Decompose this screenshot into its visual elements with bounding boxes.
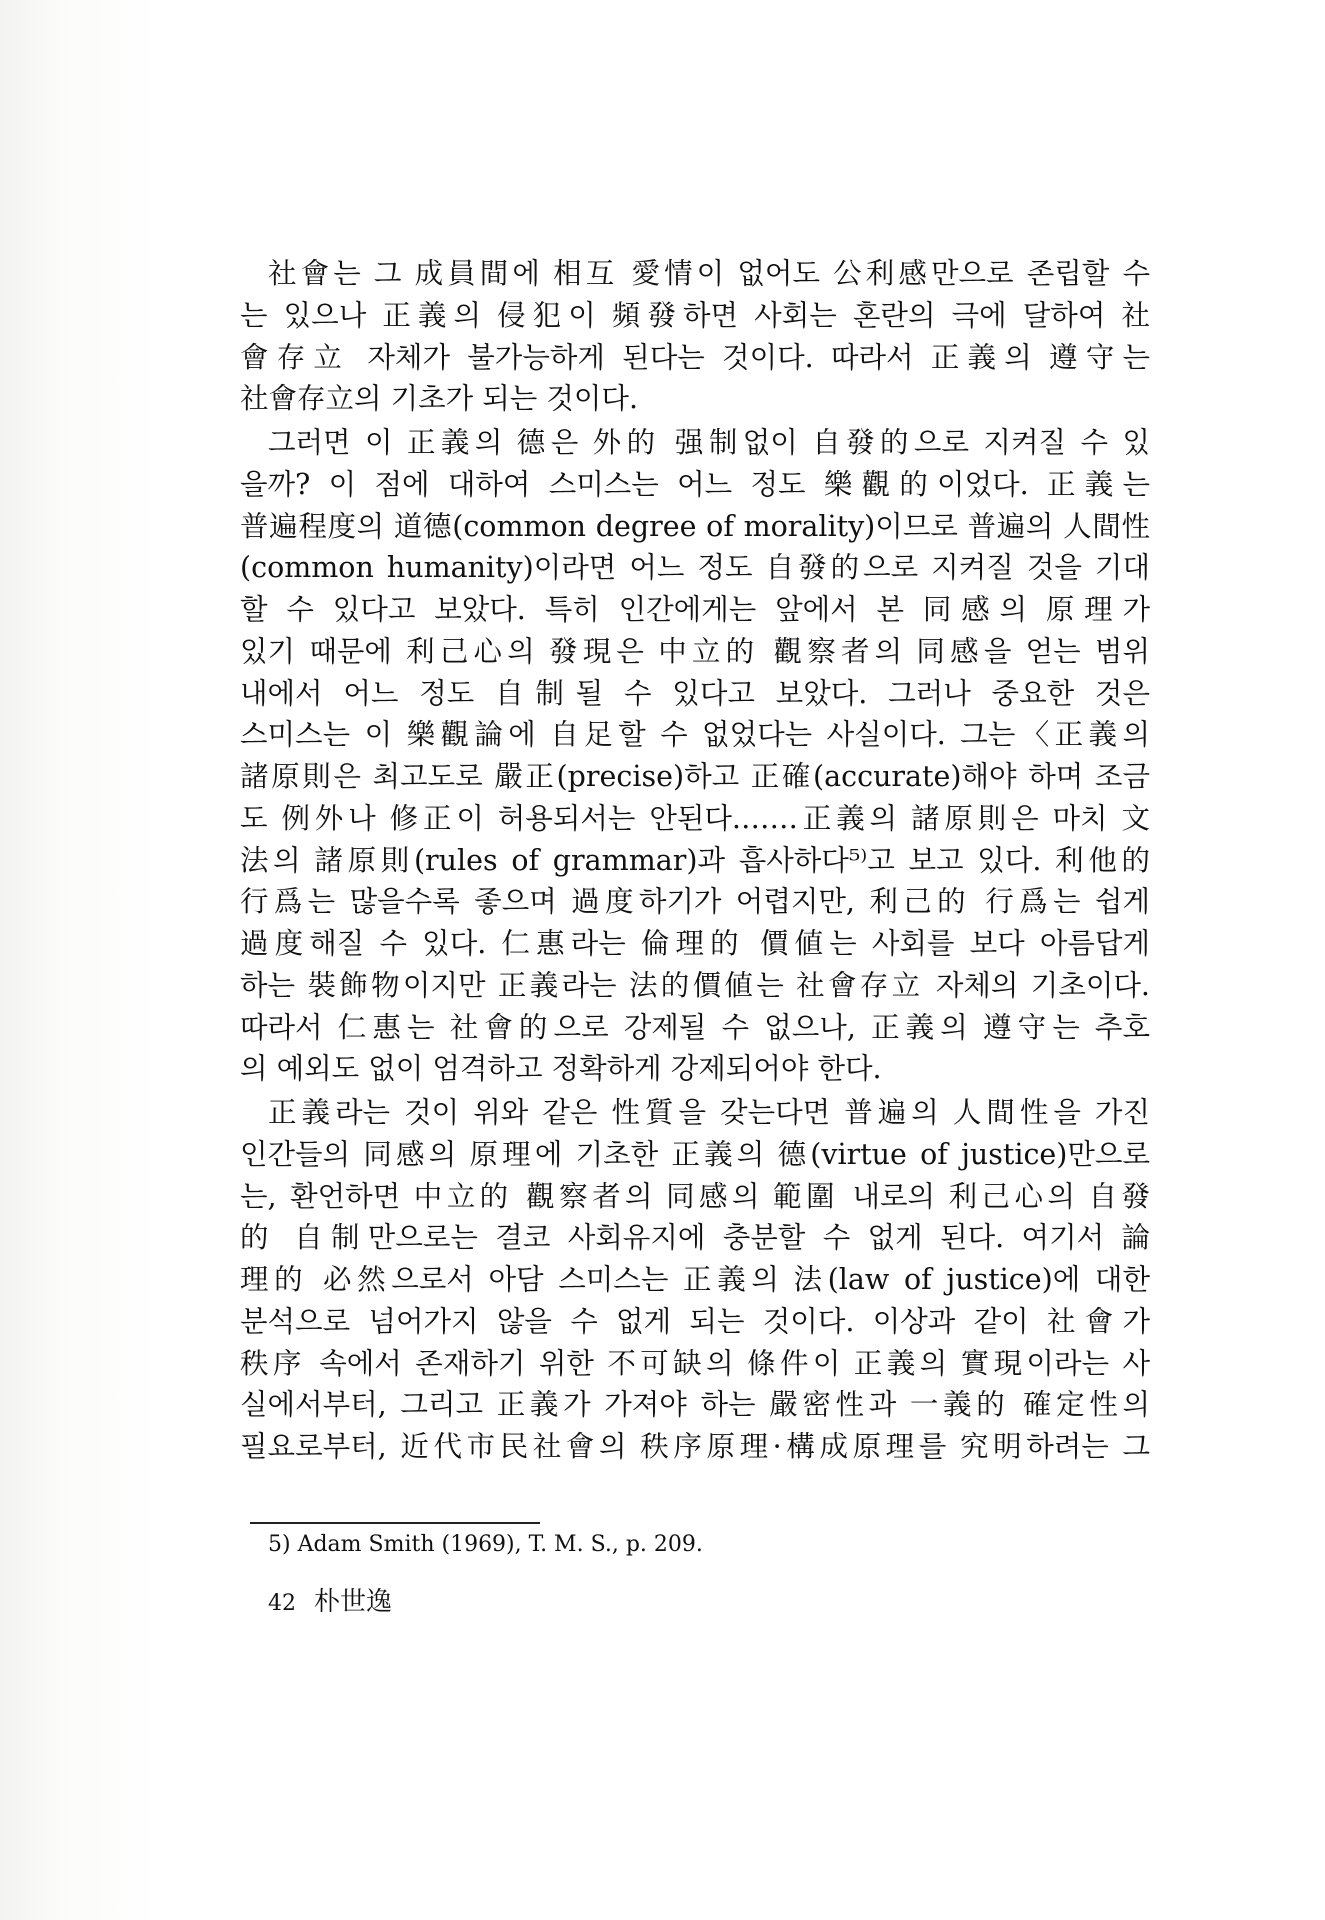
- paragraph-2: [240, 422, 1150, 1090]
- text-line: 있기 때문에 利己心의 發現은 中立的 觀察者의 同感을 얻는 범위: [240, 634, 1150, 668]
- footnote: 5) Adam Smith (1969), T. M. S., p. 209.: [268, 1532, 703, 1557]
- text-line: 필요로부터, 近代市民社會의 秩序原理·構成原理를 究明하려는 그: [240, 1430, 1150, 1463]
- text-line: 會存立 자체가 불가능하게 된다는 것이다. 따라서 正義의 遵守는: [240, 340, 1150, 374]
- page-number: 42: [268, 1591, 296, 1616]
- text-line: 실에서부터, 그리고 正義가 가져야 하는 嚴密性과 一義的 確定性의: [240, 1388, 1150, 1422]
- text-line: 을까? 이 점에 대하여 스미스는 어느 정도 樂觀的이었다. 正義는: [240, 467, 1150, 501]
- text-line: 분석으로 넘어가지 않을 수 없게 되는 것이다. 이상과 같이 社會가: [240, 1304, 1150, 1338]
- text-line: 的 自制만으로는 결코 사회유지에 충분할 수 없게 된다. 여기서 論: [240, 1221, 1150, 1255]
- text-line: 의 예외도 없이 엄격하고 정확하게 강제되어야 한다.: [240, 1052, 882, 1086]
- text-line: 하는 裝飾物이지만 正義라는 法的價値는 社會存立 자체의 기초이다.: [240, 968, 1150, 1002]
- text-line: 할 수 있다고 보았다. 특히 인간에게는 앞에서 본 同感의 原理가: [240, 593, 1150, 626]
- page-footer: [268, 1585, 392, 1621]
- text-line: 社會存立의 기초가 되는 것이다.: [240, 382, 639, 416]
- text-line: 그러면 이 正義의 德은 外的 强制없이 自發的으로 지켜질 수 있: [268, 426, 1150, 459]
- text-line: 스미스는 이 樂觀論에 自足할 수 없었다는 사실이다. 그는〈正義의: [240, 718, 1150, 752]
- footnote-divider: [250, 1522, 540, 1524]
- text-line: 秩序 속에서 존재하기 위한 不可缺의 條件이 正義의 實現이라는 사: [240, 1346, 1150, 1380]
- text-line: 行爲는 많을수록 좋으며 過度하기가 어렵지만, 利己的 行爲는 쉽게: [240, 885, 1150, 919]
- text-line: 인간들의 同感의 原理에 기초한 正義의 德(virtue of justice)만으로: [240, 1137, 1150, 1171]
- text-line: 理的 必然으로서 아담 스미스는 正義의 法(law of justice)에 대한: [240, 1263, 1150, 1296]
- text-line: 도 例外나 修正이 허용되서는 안된다.……正義의 諸原則은 마치 文: [240, 801, 1150, 835]
- paragraph-3: [240, 1092, 1150, 1468]
- text-line: 내에서 어느 정도 自制될 수 있다고 보았다. 그러나 중요한 것은: [240, 676, 1150, 710]
- text-line: 法의 諸原則(rules of grammar)과 흡사하다⁵⁾고 보고 있다. 利他的: [240, 843, 1150, 877]
- text-line: 普遍程度의 道德(common degree of morality)이므로 普遍의 人間性: [240, 509, 1150, 543]
- text-line: 는, 환언하면 中立的 觀察者의 同感의 範圍 내로의 利己心의 自發: [240, 1179, 1150, 1213]
- author-name: 朴世逸: [314, 1587, 393, 1617]
- text-line: 따라서 仁惠는 社會的으로 강제될 수 없으나, 正義의 遵守는 추호: [240, 1010, 1150, 1044]
- text-line: 社會는 그 成員間에 相互 愛情이 없어도 公利感만으로 존립할 수: [268, 257, 1150, 290]
- paragraph-1: [240, 253, 1150, 420]
- text-line: 諸原則은 최고도로 嚴正(precise)하고 正確(accurate)해야 하며 조금: [240, 760, 1150, 793]
- text-line: 過度해질 수 있다. 仁惠라는 倫理的 價値는 사회를 보다 아름답게: [240, 927, 1150, 960]
- body-text: [240, 253, 1150, 1468]
- text-line: 正義라는 것이 위와 같은 性質을 갖는다면 普遍의 人間性을 가진: [268, 1096, 1150, 1129]
- text-line: (common humanity)이라면 어느 정도 自發的으로 지켜질 것을 기대: [240, 551, 1150, 585]
- text-line: 는 있으나 正義의 侵犯이 頻發하면 사회는 혼란의 극에 달하여 社: [240, 298, 1150, 332]
